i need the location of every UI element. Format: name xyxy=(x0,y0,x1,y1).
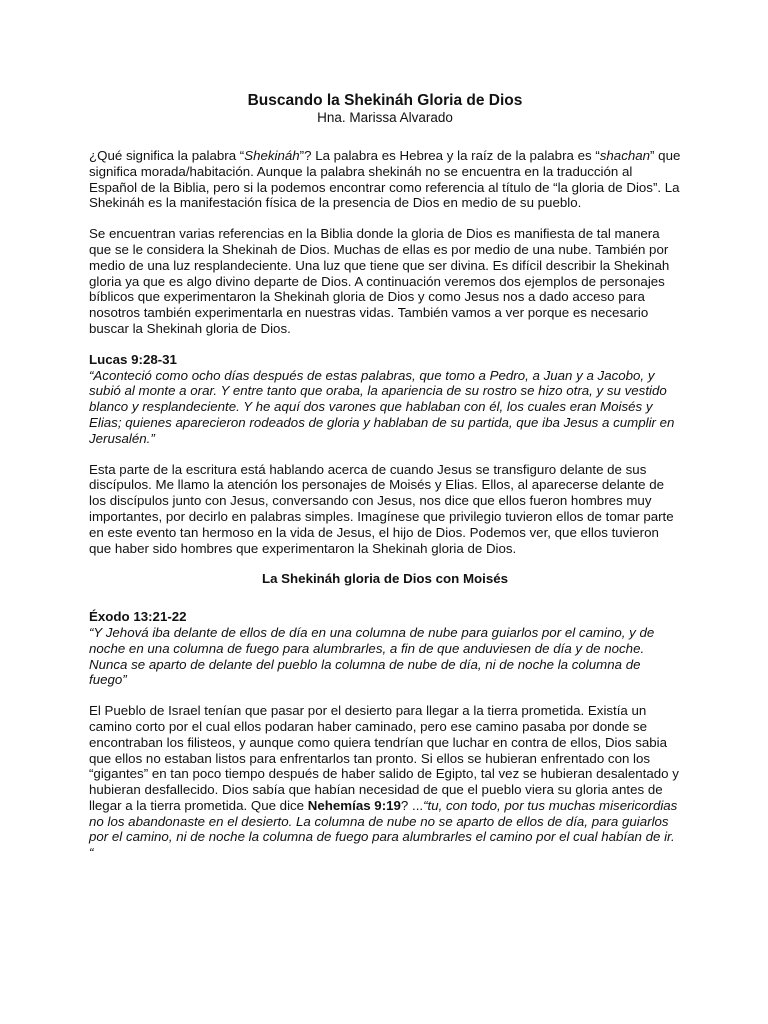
intro-text-c: ”? La palabra es Hebrea y la raíz de la palabra es “ xyxy=(299,148,600,163)
paragraph-intro xyxy=(89,148,681,211)
scripture-ref-exodo: Éxodo 13:21-22 xyxy=(89,609,187,625)
document-author: Hna. Marissa Alvarado xyxy=(317,110,453,125)
intro-term-shachan: shachan xyxy=(599,148,651,163)
paragraph-desierto xyxy=(89,703,681,861)
scripture-quote-exodo: “Y Jehová iba delante de ellos de día en una columna de nube para guiarlos por el camino, y de noche en una columna de fuego para alumbrarles, a fin de que anduviesen de día y de noche. Nunca se aparto de delante del pueblo la columna de nube de día, ni de noche la columna de fuego” xyxy=(89,624,655,688)
document-title: Buscando la Shekináh Gloria de Dios xyxy=(247,92,523,109)
intro-term-shekinah: Shekináh xyxy=(244,148,300,163)
scripture-quote-nehemias: “tu, con todo, por tus muchas misericordias no los abandonaste en el desierto. La columna de nube no se aparto de ellos de día, para guiarlos por el camino, ni de noche la columna de fuego para alumbrarles el camino por el cual habían de ir. “ xyxy=(89,797,678,861)
document-page xyxy=(89,92,681,876)
desierto-text-c: ? ... xyxy=(400,797,424,813)
paragraph-references: Se encuentran varias referencias en la Biblia donde la gloria de Dios es manifiesta de tal manera que se le considera la Shekinah de Dios. Muchas de ellas es por medio de una nube. También por medio de una luz resplandeciente. Una luz que tiene que ser divina. Es difícil describir la Shekinah gloria ya que es algo divino departe de Dios. A continuación veremos dos ejemplos de personajes bíblicos que experimentaron la Shekinah gloria de Dios y como Jesus nos a dado acceso para nosotros también experimentarla en nuestras vidas. También vamos a ver porque es necesario buscar la Shekinah gloria de Dios. xyxy=(89,226,670,336)
scripture-quote-lucas: “Aconteció como ocho días después de estas palabras, que tomo a Pedro, a Juan y a Jacobo, y subió al monte a orar. Y entre tanto que oraba, la apariencia de su rostro se hizo otra, y su vestido blanco y resplandeciente. Y he aquí dos varones que hablaban con él, los cuales eran Moisés y Elias; quienes aparecieron rodeados de gloria y hablaban de su partida, que iba Jesus a cumplir en Jerusalén.” xyxy=(89,367,675,446)
paragraph-transfiguration: Esta parte de la escritura está hablando acerca de cuando Jesus se transfiguro delante de sus discípulos. Me llamo la atención los personajes de Moisés y Elias. Ellos, al aparecerse delante de los discípulos junto con Jesus, conversando con Jesus, nos dice que ellos fueron hombres muy importantes, por decirlo en palabras simples. Imagínese que privilegio tuvieron ellos de tomar parte en este evento tan hermoso en la vida de Jesus, el hijo de Dios. Podemos ver, que ellos tuvieron que haber sido hombres que experimentaron la Shekinah gloria de Dios. xyxy=(89,461,674,556)
intro-text-a: ¿Qué significa la palabra “ xyxy=(89,148,245,163)
desierto-text-a: El Pueblo de Israel tenían que pasar por el desierto para llegar a la tierra prometida. Existía un camino corto por el cual ellos podaran haber caminado, pero ese camino pasaba por donde se encontraban los filisteos, y aunque como quiera tendrían que luchar en contra de ellos, Dios sabia que ellos no estaban listos para enfrentarlos tan pronto. Si ellos se hubieran enfrentado con los “gigantes” en tan poco tiempo después de haber salido de Egipto, tal vez se hubieran desalentado y hubieran desfallecido. Dios sabía que habían necesidad de que el pueblo viera su gloria antes de llegar a la tierra prometida. Que dice xyxy=(89,703,679,813)
scripture-ref-lucas: Lucas 9:28-31 xyxy=(89,351,177,367)
intro-text-e: ” que significa morada/habitación. Aunque la palabra shekináh no se encuentra en la traducción al Español de la Biblia, pero si la podemos encontrar como referencia al título de “la gloria de Dios”. La Shekináh es la manifestación física de la presencia de Dios en medio de su pueblo. xyxy=(89,148,681,211)
section-heading-moises: La Shekináh gloria de Dios con Moisés xyxy=(261,571,509,587)
scripture-ref-nehemias: Nehemías 9:19 xyxy=(307,797,401,813)
